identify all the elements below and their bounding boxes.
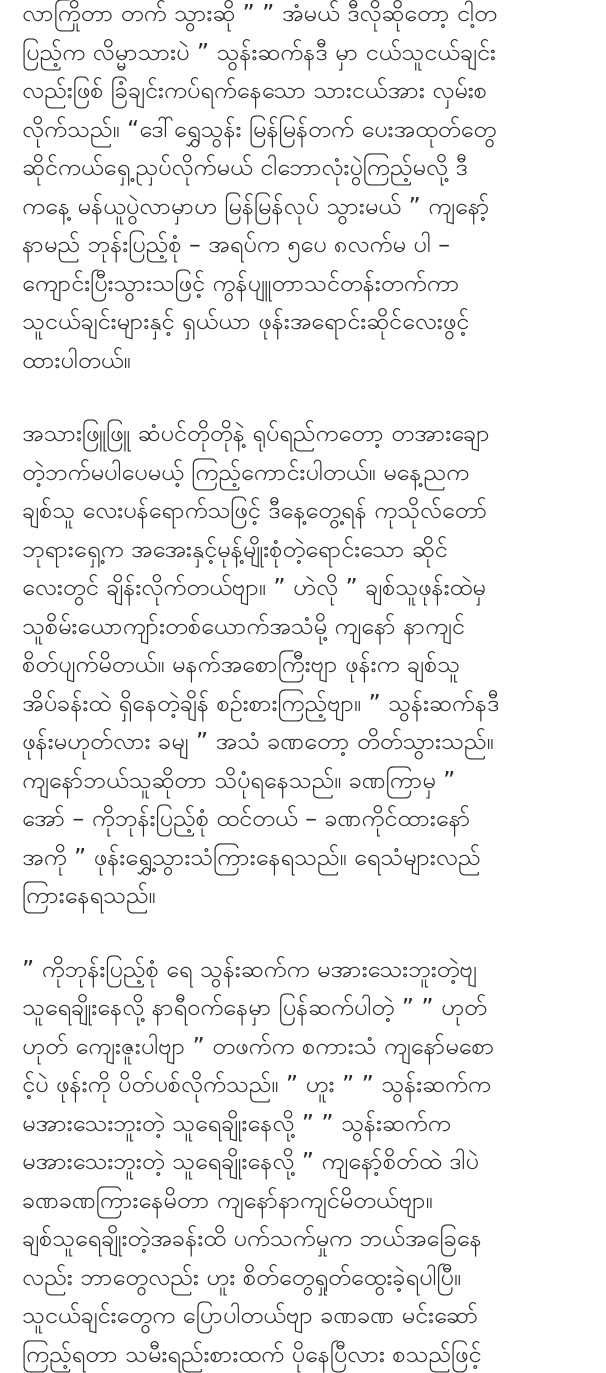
- text-line: အကို ” ဖုန်းရွှေ့သွားသံကြားနေရသည်။ ရေသံများလည်: [22, 838, 592, 877]
- article-body: [22, 0, 592, 1373]
- text-line: ချစ်သူရေချိုးတဲ့အခန်းထိ ပက်သက်မှုက ဘယ်အခြေနေ: [22, 1219, 592, 1258]
- text-line: လည်း ဘာတွေလည်း ဟူး စိတ်တွေရှုတ်ထွေးခဲ့ရပါပြီ။: [22, 1258, 592, 1297]
- text-line: လိုက်သည်။ “ဒေါ်ရွှေသွန်း မြန်မြန်တက် ပေးအထုတ်တွေ: [22, 110, 592, 149]
- text-line: အော် – ကိုဘုန်းပြည့်စုံ ထင်တယ် – ခဏကိုင်ထားနော်: [22, 799, 592, 838]
- text-line: င့်ပဲ ဖုန်းကို ပိတ်ပစ်လိုက်သည်။ ” ဟူး ” ” သွန်းဆက်က: [22, 1065, 592, 1104]
- text-line: ဘုရားရှေ့က အအေးနှင့်မုန့်မျိုးစုံတဲ့ရောင်းသော ဆိုင်: [22, 530, 592, 569]
- text-line: တဲ့ဘက်မပါပေမယ့် ကြည့်ကောင်းပါတယ်။ မနေ့ညက: [22, 453, 592, 492]
- text-line: ပြည့်က လိမ္မာသားပဲ ” သွန်းဆက်နဒီ မှာ ငယ်သူငယ်ချင်း: [22, 33, 592, 72]
- paragraph-spacer: [22, 379, 592, 414]
- text-line: မအားသေးဘူးတဲ့ သူရေချိုးနေလို့ ” ” သွန်းဆက်က: [22, 1104, 592, 1143]
- text-line: ဟုတ် ကျေးဇူးပါဗျာ ” တဖက်က စကားသံ ကျနော်မစော: [22, 1027, 592, 1066]
- text-line: ဖုန်းမဟုတ်လား ခမျ ” အသံ ခဏတော့ တိတ်သွားသည်။: [22, 722, 592, 761]
- text-line: ဆိုင်ကယ်ရှေ့ညှပ်လိုက်မယ် ငါဘောလုံးပွဲကြည့်မလို့ ဒီ: [22, 148, 592, 187]
- text-line: သူရေချိုးနေလို့ နာရီဝက်နေမှာ ပြန်ဆက်ပါတဲ့ ” ” ဟုတ်: [22, 988, 592, 1027]
- text-line: ခဏခဏကြားနေမိတာ ကျနော်နာကျင်မိတယ်ဗျာ။: [22, 1181, 592, 1220]
- text-line: လေးတွင် ချိန်းလိုက်တယ်ဗျာ။ ” ဟဲလို ” ချစ်သူဖုန်းထဲမှ: [22, 568, 592, 607]
- text-line: ” ကိုဘုန်းပြည့်စုံ ရေ သွန်းဆက်က မအားသေးဘူးတဲ့ဗျ: [22, 950, 592, 989]
- text-line: စိတ်ပျက်မိတယ်။ မနက်အစောကြီးဗျာ ဖုန်းက ချစ်သူ: [22, 645, 592, 684]
- text-line: ကြည့်ရတာ သမီးရည်းစားထက် ပိုနေပြီလား စသည်ဖြင့်: [22, 1335, 592, 1373]
- text-line: အိပ်ခန်းထဲ ရှိနေတဲ့ချိန် စဉ်းစားကြည့်ဗျာ။ ” သွန်းဆက်နဒီ: [22, 684, 592, 723]
- text-line: ချစ်သူ လေးပန်ရောက်သဖြင့် ဒီနေ့တွေ့ရန် ကုသိုလ်တော်: [22, 491, 592, 530]
- text-line: ကနေ့ မန်ယူပွဲလာမှာဟ မြန်မြန်လုပ် သွားမယ် ” ကျနော့်: [22, 187, 592, 226]
- text-line: ကျောင်းပြီးသွားသဖြင့် ကွန်ပျူတာသင်တန်းတက်ကာ: [22, 264, 592, 303]
- text-line: သူငယ်ချင်းများနှင့် ရှယ်ယာ ဖုန်းအရောင်းဆိုင်လေးဖွင့်: [22, 302, 592, 341]
- text-line: ကြားနေရသည်။: [22, 876, 592, 915]
- text-line: သူစိမ်းယောကျာ်းတစ်ယောက်အသံမို့ ကျနော် နာကျင်: [22, 607, 592, 646]
- paragraph-spacer: [22, 915, 592, 950]
- text-line: သူငယ်ချင်းတွေက ပြောပါတယ်ဗျာ ခဏခဏ မင်းဆော်: [22, 1296, 592, 1335]
- text-line: ထားပါတယ်။: [22, 341, 592, 380]
- paragraph-2: [22, 414, 592, 915]
- paragraph-3: [22, 950, 592, 1373]
- text-line: ကျနော်ဘယ်သူဆိုတာ သိပုံရနေသည်။ ခဏကြာမှ ”: [22, 761, 592, 800]
- text-line: မအားသေးဘူးတဲ့ သူရေချိုးနေလို့ ” ကျနော့်စိတ်ထဲ ဒါပဲ: [22, 1142, 592, 1181]
- paragraph-1: [22, 0, 592, 379]
- text-line: လည်းဖြစ် ခြံချင်းကပ်ရက်နေသော သားငယ်အား လှမ်းစ: [22, 71, 592, 110]
- text-line: အသားဖြူဖြူ ဆံပင်တိုတိုနဲ့ ရုပ်ရည်ကတော့ တအားချော: [22, 414, 592, 453]
- text-line: နာမည် ဘုန်းပြည့်စုံ – အရပ်က ၅ပေ ၈လက်မ ပါ –: [22, 225, 592, 264]
- text-line: လာကြိုတာ တက် သွားဆို ” ” အံမယ် ဒီလိုဆိုတော့ ငါ့တ: [22, 0, 592, 33]
